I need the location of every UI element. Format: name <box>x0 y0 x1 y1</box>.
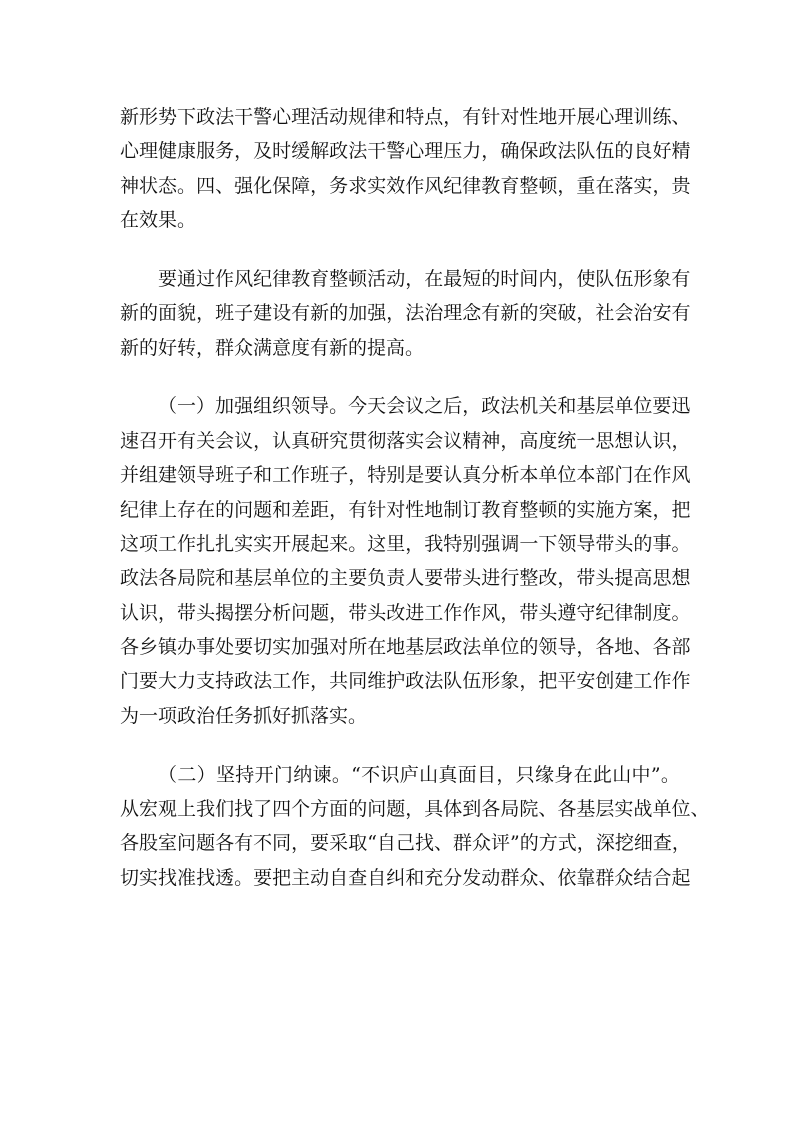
paragraph-1 <box>120 100 691 238</box>
paragraph-4 <box>120 758 710 896</box>
text-line: 这 项 工 作 扎 扎 实 实 开 展 起 来 。 这 里 ， 我 特 别 强 调 一 下 领 导 带 头 的 事 。 <box>120 532 691 555</box>
text-line: 并 组 建 领 导 班 子 和 工 作 班 子 ， 特 别 是 要 认 真 分 析 本 单 位 本 部 门 在 作 风 <box>120 464 691 487</box>
text-line: 门 要 大 力 支 持 政 法 工 作 ， 共 同 维 护 政 法 队 伍 形 象 ， 把 平 安 创 建 工 作 作 <box>120 670 691 693</box>
document-body <box>120 100 710 895</box>
text-line: 切 实 找 准 找 透 。 要 把 主 动 自 查 自 纠 和 充 分 发 动 群 众 、 依 靠 群 众 结 合 起 <box>120 866 691 889</box>
text-line: 各 股 室 问 题 各 有 不 同 ， 要 采 取 “ 自 己 找 、 群 众 评 ” 的 方 式 ， 深 挖 细 查 ， <box>120 832 691 855</box>
text-line: （ 一 ） 加 强 组 织 领 导 。 今 天 会 议 之 后 ， 政 法 机 关 和 基 层 单 位 要 迅 <box>158 395 691 418</box>
paragraph-3 <box>120 389 691 733</box>
paragraph-spacer <box>120 238 680 262</box>
text-line: 新的好转，群众满意度有新的提高。 <box>120 336 425 359</box>
text-line: 认 识 ， 带 头 揭 摆 分 析 问 题 ， 带 头 改 进 工 作 作 风 ， 带 头 遵 守 纪 律 制 度 。 <box>120 601 691 624</box>
text-line: 从 宏 观 上 我 们 找 了 四 个 方 面 的 问 题 ， 具 体 到 各 局 院 、 各 基 层 实 战 单 位 、 <box>120 797 710 820</box>
text-line: 新 形 势 下 政 法 干 警 心 理 活 动 规 律 和 特 点 ， 有 针 对 性 地 开 展 心 理 训 练 、 <box>120 106 691 128</box>
text-line: 为一项政治任务抓好抓落实。 <box>120 704 368 727</box>
text-line: 新 的 面 貌 ， 班 子 建 设 有 新 的 加 强 ， 法 治 理 念 有 新 的 突 破 ， 社 会 治 安 有 <box>120 302 691 325</box>
text-line: 心 理 健 康 服 务 ， 及 时 缓 解 政 法 干 警 心 理 压 力 ， 确 保 政 法 队 伍 的 良 好 精 <box>120 140 691 163</box>
text-line: 神 状 态 。 四 、 强 化 保 障 ， 务 求 实 效 作 风 纪 律 教 育 整 顿 ， 重 在 落 实 ， 贵 <box>120 174 691 197</box>
text-line: 政 法 各 局 院 和 基 层 单 位 的 主 要 负 责 人 要 带 头 进 行 整 改 ， 带 头 提 高 思 想 <box>120 567 691 590</box>
paragraph-spacer <box>120 733 680 757</box>
text-line: 各 乡 镇 办 事 处 要 切 实 加 强 对 所 在 地 基 层 政 法 单 位 的 领 导 ， 各 地 、 各 部 <box>120 636 691 659</box>
text-line: 要 通 过 作 风 纪 律 教 育 整 顿 活 动 ， 在 最 短 的 时 间 内 ， 使 队 伍 形 象 有 <box>158 267 691 290</box>
text-line: 速 召 开 有 关 会 议 ， 认 真 研 究 贯 彻 落 实 会 议 精 神 ， 高 度 统 一 思 想 认 识 ， <box>120 429 691 452</box>
paragraph-2 <box>120 262 691 365</box>
paragraph-spacer <box>120 365 680 389</box>
text-line: （ 二 ） 坚 持 开 门 纳 谏 。 “ 不 识 庐 山 真 面 目 ， 只 缘 身 在 此 山 中 ” 。 <box>158 763 680 786</box>
text-line: 纪 律 上 存 在 的 问 题 和 差 距 ， 有 针 对 性 地 制 订 教 育 整 顿 的 实 施 方 案 ， 把 <box>120 498 691 521</box>
text-line: 在效果。 <box>120 209 197 232</box>
